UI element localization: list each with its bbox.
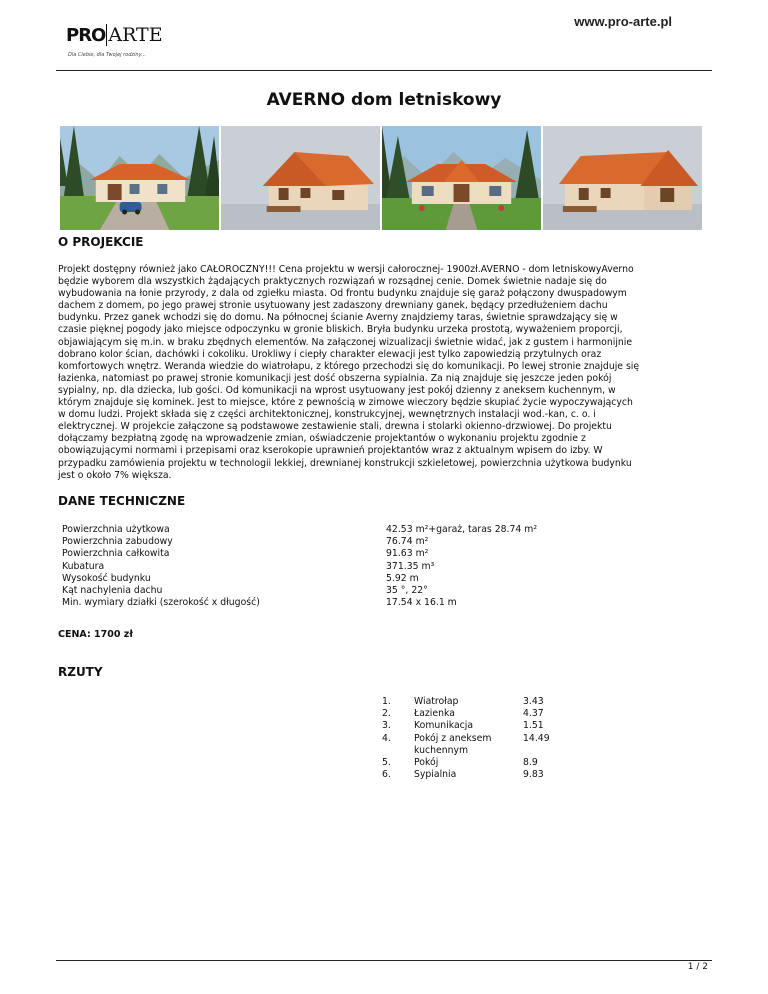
tech-label: Min. wymiary działki (szerokość x długość) [62,597,260,609]
footer-divider [56,960,712,961]
tech-label: Kubatura [62,560,105,572]
room-number: 5. [382,757,391,769]
about-line: komfortowych wnętrz. Weranda wiedzie do wiatrołapu, z którego przechodzi się do komunikacji. Po lewej stronie znajduje się [58,360,640,372]
tech-row [62,524,582,536]
header-divider [56,70,712,71]
tech-row [62,561,582,573]
tech-row [62,573,582,585]
about-line: Projekt dostępny również jako CAŁOROCZNY!!! Cena projektu w wersji całorocznej- 1900zł.AVERNO - dom letniskowyAverno [58,264,634,275]
tech-label: Powierzchnia użytkowa [62,524,170,535]
room-number: 4. [382,732,391,744]
about-heading: O PROJEKCIE [58,235,144,249]
about-line: będzie wyborem dla wszystkich żądających praktycznych rozwiązań w rozsądnej cenie. Domek świetnie nadaje się do [58,276,607,288]
page-header [0,0,768,72]
tech-value: 76.74 m² [386,536,429,548]
room-area: 1.51 [523,720,544,732]
room-name: Pokój z aneksem kuchennym [414,732,492,756]
room-name: Pokój [414,757,439,769]
room-name: Wiatrołap [414,696,459,707]
tech-row [62,548,582,560]
price-label: CENA: 1700 zł [58,629,133,640]
tech-heading: DANE TECHNICZNE [58,494,186,508]
about-line: budynku. Przez ganek wchodzi się do domu. Na północnej ścianie Averny znajdziemy taras, świetnie sprawdzający się w [58,312,618,324]
tech-label: Powierzchnia całkowita [62,548,170,560]
room-name: Sypialnia [414,769,457,781]
room-name: Łazienka [414,708,455,720]
room-area: 9.83 [523,769,544,781]
tech-row [62,536,582,548]
about-line: objawiającym się m.in. w braku zbędnych elementów. Na załączonej wizualizacji świetnie widać, jak z gustem i harmonijnie [58,336,633,348]
tech-value: 35 °, 22° [386,585,428,597]
about-line: dachem z domem, po jego prawej stronie usytuowany jest zadaszony drewniany ganek, będący przedłużeniem dachu [58,300,608,312]
room-row [382,696,582,708]
page-title: AVERNO dom letniskowy [266,90,502,110]
tech-label: Powierzchnia zabudowy [62,536,173,548]
tech-row [62,585,582,597]
tech-value: 371.35 m³ [386,560,435,572]
site-url: www.pro-arte.pl [574,14,672,29]
page-number: 1 / 2 [687,962,708,972]
room-area: 3.43 [523,696,544,707]
render-house-side-left [221,126,380,230]
room-area: 8.9 [523,757,538,769]
room-area: 4.37 [523,708,544,720]
about-line: sypialny, np. dla dziecka, lub gości. Od komunikacji na wprost usytuowany jest pokój dzienny z aneksem kuchennym, w [58,384,616,396]
tech-value: 5.92 m [386,572,419,584]
tech-label: Kąt nachylenia dachu [62,585,163,597]
about-line: przypadku zamówienia projektu w technologii lekkiej, drewnianej konstrukcji szkieletowej, powierzchnia użytkowa budynku [58,457,632,469]
room-row [382,720,582,732]
rooms-list [382,696,582,781]
room-row [382,733,582,757]
photo-house-front-with-car [60,126,219,230]
tech-value: 91.63 m² [386,548,429,560]
tech-value: 42.53 m²+garaż, taras 28.74 m² [386,524,538,535]
about-line: dołączamy bezpłatną zgodę na wprowadzenie zmian, oświadczenie projektantów o wykonaniu projektu zgodnie z [58,433,586,445]
logo-pro: PRO [66,24,106,46]
plans-heading: RZUTY [58,665,103,679]
about-line: którym znajduje się kominek. Jest to miejsce, które z pewnością w zimowe wieczory będzie skupiać życie wypoczywających [58,397,633,409]
tech-label: Wysokość budynku [62,572,151,584]
pro-arte-logo [66,22,163,62]
logo-arte: ARTE [108,24,163,46]
room-number: 3. [382,720,391,732]
room-row [382,757,582,769]
about-line: czasie pięknej pogody jako miejsce odpoczynku w gronie bliskich. Bryła budynku urzeka prostotą, wyważeniem proporcji, [58,324,623,336]
room-row [382,708,582,720]
room-number: 2. [382,708,391,720]
about-line: elektrycznej. W projekcie załączone są podstawowe zestawienie stali, drewna i stolarki okienno-drzwiowej. Do projektu [58,421,612,433]
render-house-front-path [382,126,541,230]
tech-value: 17.54 x 16.1 m [386,597,457,609]
room-area: 14.49 [523,732,550,744]
about-line: łazienka, natomiast po prawej stronie komunikacji jest dość obszerna sypialnia. Za nią znajduje się jeszcze jeden pokój [58,372,612,384]
tech-row [62,597,582,609]
render-house-side-right [543,126,702,230]
room-name: Komunikacja [414,720,474,732]
room-row [382,769,582,781]
tech-table [62,524,582,609]
about-line: wybudowania na łonie przyrody, z dala od zgiełku miasta. Od frontu budynku znajduje się garaż połączony dwuspadowym [58,288,627,300]
about-line: jest o około 7% większa. [58,469,172,481]
room-number: 6. [382,769,391,781]
room-number: 1. [382,696,391,707]
about-line: obowiązującymi normami i przepisami oraz kserokopie uprawnień projektantów wraz z aktualnym wpisem do izby. W [58,445,603,457]
about-description [58,264,710,482]
logo-tagline: Dla Ciebie, dla Twojej rodziny... [68,52,146,58]
about-line: dobrano kolor ścian, dachówki i cokoliku. Urokliwy i ciepły charakter elewacji jest tylko zapowiedzią przytulnych oraz [58,348,602,360]
image-gallery [60,126,702,230]
about-line: w domu ludzi. Projekt składa się z części architektonicznej, konstrukcyjnej, wewnętrznych instalacji wod.-kan, c. o. i [58,409,596,421]
